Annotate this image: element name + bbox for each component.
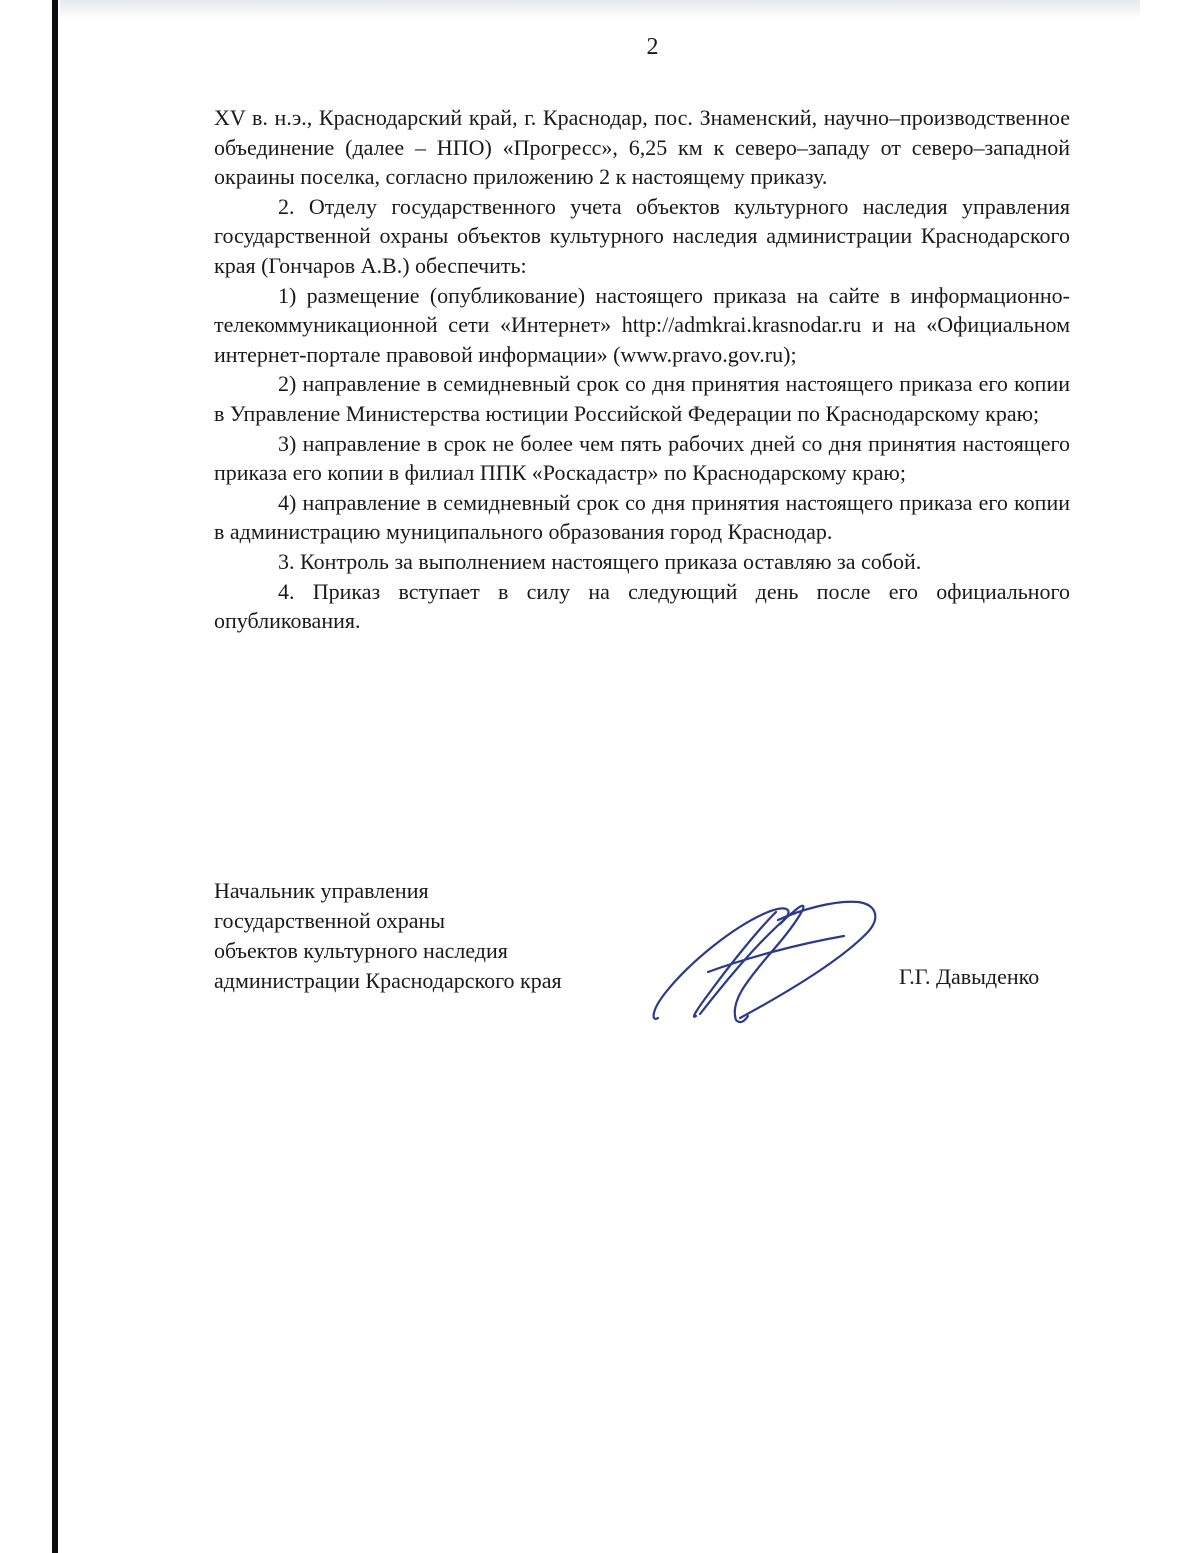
paragraph-subitem-1: 1) размещение (опубликование) настоящего приказа на сайте в информационно-телекоммуникационной сети «Интернет» http://admkrai.krasnodar.ru и на «Официальном интернет-портале правовой информации» (www.pravo.gov.ru); [214, 282, 1070, 367]
paragraph-subitem-3: 3) направление в срок не более чем пять рабочих дней со дня принятия настоящего приказа его копии в филиал ППК «Роскадастр» по Краснодарскому краю; [214, 430, 1070, 486]
signer-title-line: Начальник управления [214, 878, 429, 903]
scan-top-strip [60, 0, 1140, 18]
paragraph-continuation: XV в. н.э., Краснодарский край, г. Краснодар, пос. Знаменский, научно–производственное объединение (далее – НПО) «Прогресс», 6,25 км к северо–западу от северо–западной окраины поселка, согласно приложению 2 к настоящему приказу. [214, 105, 1070, 190]
document-body [214, 103, 1070, 636]
scan-left-edge [52, 0, 58, 1553]
handwritten-signature [648, 896, 888, 1026]
page-number: 2 [646, 34, 659, 60]
signer-title [214, 876, 562, 996]
signer-title-line: администрации Краснодарского края [214, 968, 562, 993]
paragraph-subitem-2: 2) направление в семидневный срок со дня принятия настоящего приказа его копии в Управление Министерства юстиции Российской Федерации по Краснодарскому краю; [214, 371, 1070, 426]
paragraph-item-4: 4. Приказ вступает в силу на следующий день после его официального опубликования. [214, 578, 1070, 634]
paragraph-item-2: 2. Отделу государственного учета объектов культурного наследия управления государственной охраны объектов культурного наследия администрации Краснодарского края (Гончаров А.В.) обеспечить: [214, 193, 1070, 278]
signer-name: Г.Г. Давыденко [899, 964, 1040, 989]
paragraph-subitem-4: 4) направление в семидневный срок со дня принятия настоящего приказа его копии в администрацию муниципального образования город Краснодар. [214, 489, 1070, 545]
signer-title-line: государственной охраны [214, 908, 446, 933]
signer-title-line: объектов культурного наследия [214, 938, 508, 963]
paragraph-item-3: 3. Контроль за выполнением настоящего приказа оставляю за собой. [278, 548, 922, 574]
